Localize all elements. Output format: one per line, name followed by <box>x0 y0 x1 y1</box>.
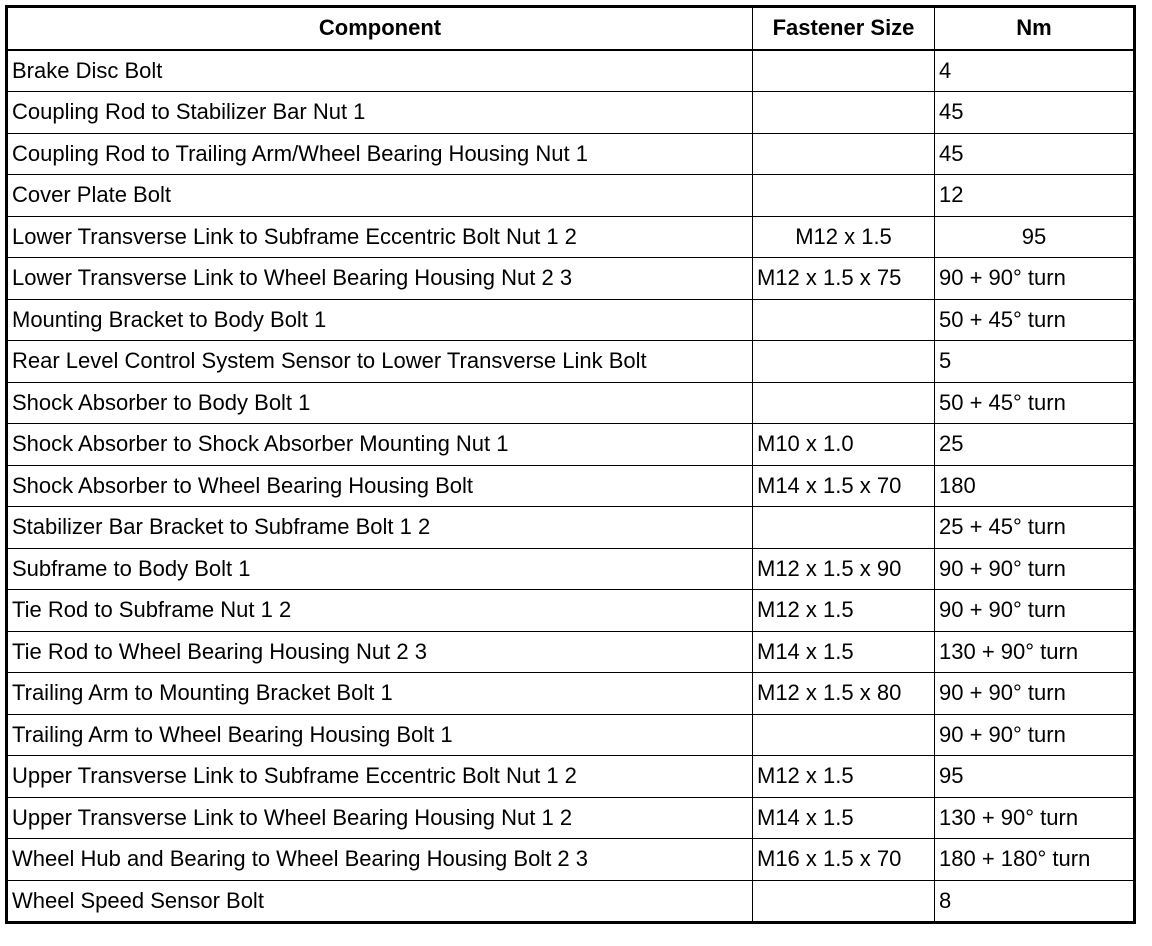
table-row <box>7 548 1135 590</box>
table-row <box>7 673 1135 715</box>
fastener-size-cell <box>753 341 935 383</box>
fastener-size-cell: M16 x 1.5 x 70 <box>753 839 935 881</box>
torque-nm-cell: 25 + 45° turn <box>935 507 1135 549</box>
component-cell: Trailing Arm to Wheel Bearing Housing Bolt 1 <box>7 714 753 756</box>
torque-nm-cell: 50 + 45° turn <box>935 382 1135 424</box>
table-row <box>7 797 1135 839</box>
component-cell: Lower Transverse Link to Subframe Eccentric Bolt Nut 1 2 <box>7 216 753 258</box>
component-cell: Coupling Rod to Stabilizer Bar Nut 1 <box>7 92 753 134</box>
torque-specification-table <box>5 5 1136 924</box>
torque-nm-cell: 90 + 90° turn <box>935 548 1135 590</box>
component-cell: Wheel Speed Sensor Bolt <box>7 880 753 923</box>
component-cell: Upper Transverse Link to Subframe Eccentric Bolt Nut 1 2 <box>7 756 753 798</box>
table-row <box>7 50 1135 92</box>
component-cell: Upper Transverse Link to Wheel Bearing Housing Nut 1 2 <box>7 797 753 839</box>
table-row <box>7 133 1135 175</box>
table-row <box>7 590 1135 632</box>
fastener-size-cell: M12 x 1.5 x 90 <box>753 548 935 590</box>
fastener-size-cell <box>753 50 935 92</box>
fastener-size-cell: M14 x 1.5 <box>753 797 935 839</box>
torque-nm-cell: 90 + 90° turn <box>935 714 1135 756</box>
fastener-size-cell <box>753 299 935 341</box>
torque-nm-cell: 95 <box>935 756 1135 798</box>
component-cell: Rear Level Control System Sensor to Lower Transverse Link Bolt <box>7 341 753 383</box>
fastener-size-cell: M14 x 1.5 x 70 <box>753 465 935 507</box>
torque-nm-cell: 180 + 180° turn <box>935 839 1135 881</box>
fastener-size-cell <box>753 133 935 175</box>
table-row <box>7 839 1135 881</box>
fastener-size-cell: M12 x 1.5 <box>753 756 935 798</box>
component-cell: Shock Absorber to Wheel Bearing Housing Bolt <box>7 465 753 507</box>
component-cell: Shock Absorber to Shock Absorber Mounting Nut 1 <box>7 424 753 466</box>
table-row <box>7 465 1135 507</box>
torque-nm-cell: 95 <box>935 216 1135 258</box>
component-cell: Coupling Rod to Trailing Arm/Wheel Bearing Housing Nut 1 <box>7 133 753 175</box>
component-cell: Cover Plate Bolt <box>7 175 753 217</box>
torque-nm-cell: 90 + 90° turn <box>935 590 1135 632</box>
torque-nm-cell: 50 + 45° turn <box>935 299 1135 341</box>
column-header-component: Component <box>7 7 753 50</box>
torque-nm-cell: 130 + 90° turn <box>935 797 1135 839</box>
table-row <box>7 631 1135 673</box>
fastener-size-cell <box>753 382 935 424</box>
torque-nm-cell: 45 <box>935 133 1135 175</box>
component-cell: Tie Rod to Subframe Nut 1 2 <box>7 590 753 632</box>
torque-nm-cell: 180 <box>935 465 1135 507</box>
fastener-size-cell <box>753 507 935 549</box>
fastener-size-cell: M12 x 1.5 <box>753 216 935 258</box>
torque-nm-cell: 8 <box>935 880 1135 923</box>
torque-nm-cell: 130 + 90° turn <box>935 631 1135 673</box>
column-header-fastener-size: Fastener Size <box>753 7 935 50</box>
component-cell: Shock Absorber to Body Bolt 1 <box>7 382 753 424</box>
torque-nm-cell: 4 <box>935 50 1135 92</box>
fastener-size-cell <box>753 92 935 134</box>
table-row <box>7 424 1135 466</box>
table-row <box>7 216 1135 258</box>
component-cell: Subframe to Body Bolt 1 <box>7 548 753 590</box>
torque-nm-cell: 5 <box>935 341 1135 383</box>
component-cell: Lower Transverse Link to Wheel Bearing Housing Nut 2 3 <box>7 258 753 300</box>
table-row <box>7 175 1135 217</box>
torque-nm-cell: 12 <box>935 175 1135 217</box>
table-row <box>7 258 1135 300</box>
fastener-size-cell <box>753 714 935 756</box>
fastener-size-cell: M12 x 1.5 x 80 <box>753 673 935 715</box>
component-cell: Mounting Bracket to Body Bolt 1 <box>7 299 753 341</box>
table-row <box>7 299 1135 341</box>
torque-nm-cell: 45 <box>935 92 1135 134</box>
component-cell: Brake Disc Bolt <box>7 50 753 92</box>
column-header-nm: Nm <box>935 7 1135 50</box>
component-cell: Wheel Hub and Bearing to Wheel Bearing Housing Bolt 2 3 <box>7 839 753 881</box>
fastener-size-cell: M14 x 1.5 <box>753 631 935 673</box>
table-row <box>7 92 1135 134</box>
torque-nm-cell: 90 + 90° turn <box>935 673 1135 715</box>
table-row <box>7 880 1135 923</box>
table-row <box>7 714 1135 756</box>
component-cell: Stabilizer Bar Bracket to Subframe Bolt 1 2 <box>7 507 753 549</box>
torque-nm-cell: 90 + 90° turn <box>935 258 1135 300</box>
table-row <box>7 756 1135 798</box>
table-header-row <box>7 7 1135 50</box>
fastener-size-cell: M12 x 1.5 x 75 <box>753 258 935 300</box>
fastener-size-cell: M10 x 1.0 <box>753 424 935 466</box>
table-row <box>7 341 1135 383</box>
component-cell: Tie Rod to Wheel Bearing Housing Nut 2 3 <box>7 631 753 673</box>
torque-nm-cell: 25 <box>935 424 1135 466</box>
fastener-size-cell <box>753 175 935 217</box>
table-row <box>7 507 1135 549</box>
fastener-size-cell: M12 x 1.5 <box>753 590 935 632</box>
torque-specification-table-wrapper <box>5 5 1133 924</box>
component-cell: Trailing Arm to Mounting Bracket Bolt 1 <box>7 673 753 715</box>
table-row <box>7 382 1135 424</box>
fastener-size-cell <box>753 880 935 923</box>
